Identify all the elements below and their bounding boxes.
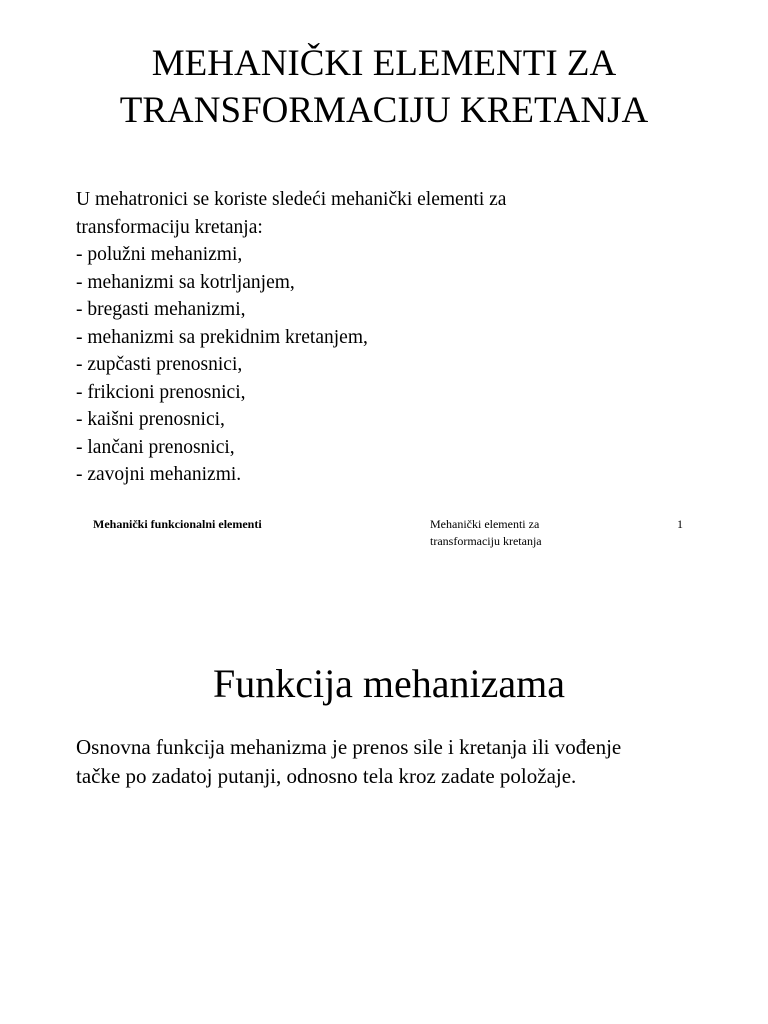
list-item: - lančani prenosnici, — [76, 436, 235, 458]
body-line-2: tačke po zadatoj putanji, odnosno tela kroz zadate položaje. — [76, 764, 577, 788]
list-item: - zavojni mehanizmi. — [76, 464, 242, 485]
list-item: - frikcioni prenosnici, — [76, 381, 246, 403]
footer-section-title — [430, 516, 590, 550]
list-item: - bregasti mehanizmi, — [76, 299, 246, 320]
intro-line-1: U mehatronici se koriste sledeći mehanički elementi za — [76, 189, 507, 210]
list-item: - mehanizmi sa kotrljanjem, — [76, 271, 295, 293]
footer-course-title: Mehanički funkcionalni elementi — [93, 517, 262, 531]
footer-section-line-1: Mehanički elementi za — [430, 517, 540, 531]
mechanism-list — [76, 241, 716, 489]
slide-1-title-line-2: TRANSFORMACIJU KRETANJA — [119, 90, 649, 131]
slide-1-title — [0, 40, 768, 134]
list-item: - mehanizmi sa prekidnim kretanjem, — [76, 326, 368, 348]
slide-2-title: Funkcija mehanizama — [212, 661, 566, 706]
slide-1-title-line-1: MEHANIČKI ELEMENTI ZA — [151, 43, 617, 84]
list-item: - zupčasti prenosnici, — [76, 354, 243, 375]
slide-2-body — [76, 733, 726, 791]
intro-line-2: transformaciju kretanja: — [76, 216, 263, 238]
body-line-1: Osnovna funkcija mehanizma je prenos sile i kretanja ili vođenje — [76, 735, 622, 759]
list-item: - polužni mehanizmi, — [76, 244, 243, 265]
page-number: 1 — [677, 517, 683, 531]
footer-section-line-2: transformaciju kretanja — [430, 534, 542, 548]
slide-1-body — [76, 186, 716, 489]
list-item: - kaišni prenosnici, — [76, 409, 225, 430]
